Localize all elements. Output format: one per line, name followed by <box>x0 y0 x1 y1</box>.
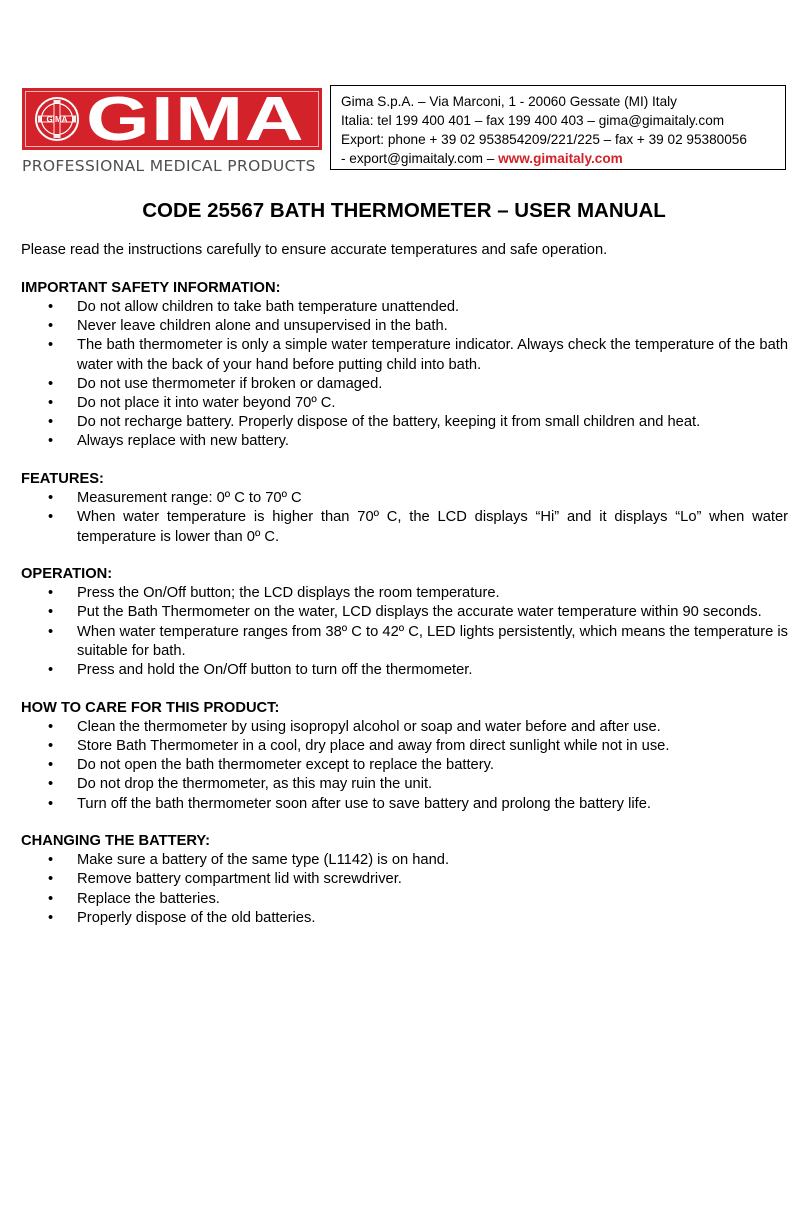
list-item-text: Do not drop the thermometer, as this may ruin the unit. <box>77 776 433 793</box>
list-item <box>21 508 788 546</box>
section-operation <box>21 565 788 680</box>
bullet-icon: • <box>48 718 54 735</box>
bullet-icon: • <box>48 776 54 793</box>
bullet-icon: • <box>48 414 54 431</box>
bullet-icon: • <box>48 737 54 754</box>
list-item <box>21 795 788 814</box>
bullet-icon: • <box>48 852 54 869</box>
contact-email-web <box>341 149 785 168</box>
website-link[interactable]: www.gimaitaly.com <box>498 151 623 166</box>
contact-address: Gima S.p.A. – Via Marconi, 1 - 20060 Gessate (MI) Italy <box>341 94 677 109</box>
seal-icon <box>34 96 80 142</box>
list-item-text: Do not allow children to take bath temperature unattended. <box>77 299 460 315</box>
list-item-text: Properly dispose of the old batteries. <box>77 909 316 926</box>
bullet-icon: • <box>48 795 54 812</box>
bullet-list <box>21 584 788 680</box>
list-item-text: Make sure a battery of the same type (L1142) is on hand. <box>77 852 450 869</box>
list-item <box>21 890 788 909</box>
list-item-text: Store Bath Thermometer in a cool, dry place and away from direct sunlight while not in use. <box>77 737 670 754</box>
list-item <box>21 737 788 756</box>
list-item <box>21 584 788 603</box>
bullet-icon: • <box>48 433 54 450</box>
bullet-icon: • <box>48 395 54 412</box>
list-item <box>21 375 788 394</box>
manual-sections <box>21 279 788 947</box>
bullet-icon: • <box>48 623 54 640</box>
section-features <box>21 470 788 547</box>
bullet-list <box>21 489 788 547</box>
list-item-text: Do not place it into water beyond 70º C. <box>77 395 336 412</box>
list-item <box>21 851 788 870</box>
contact-export: Export: phone + 39 02 953854209/221/225 – fax + 39 02 95380056 <box>341 132 747 147</box>
list-item <box>21 756 788 775</box>
list-item-text: Never leave children alone and unsupervised in the bath. <box>77 318 448 335</box>
gima-logo <box>22 85 324 180</box>
intro-paragraph: Please read the instructions carefully to ensure accurate temperatures and safe operation. <box>21 242 608 258</box>
contact-italy: Italia: tel 199 400 401 – fax 199 400 403 – gima@gimaitaly.com <box>341 113 725 128</box>
section-heading: HOW TO CARE FOR THIS PRODUCT: <box>21 699 280 716</box>
section-heading: FEATURES: <box>21 471 104 488</box>
list-item <box>21 489 788 508</box>
logo-red-banner <box>22 85 322 154</box>
logo-tagline: PROFESSIONAL MEDICAL PRODUCTS <box>22 157 316 175</box>
bullet-icon: • <box>48 509 54 526</box>
bullet-icon: • <box>48 337 54 354</box>
section-heading: OPERATION: <box>21 566 113 583</box>
bullet-icon: • <box>48 490 54 507</box>
bullet-icon: • <box>48 890 54 907</box>
list-item <box>21 336 788 374</box>
bullet-icon: • <box>48 585 54 602</box>
bullet-list <box>21 298 788 452</box>
list-item-text: When water temperature is higher than 70º C, the LCD displays “Hi” and it displays “Lo” when water temperature is lower than 0º C. <box>77 509 788 545</box>
section-heading: IMPORTANT SAFETY INFORMATION: <box>21 280 281 296</box>
bullet-icon: • <box>48 662 54 679</box>
list-item-text: Press the On/Off button; the LCD displays the room temperature. <box>77 585 500 602</box>
list-item <box>21 432 788 451</box>
list-item-text: Always replace with new battery. <box>77 433 289 450</box>
seal-label: GIMA <box>46 115 68 124</box>
section-important-safety-information <box>21 279 788 452</box>
list-item-text: Remove battery compartment lid with screwdriver. <box>77 871 402 888</box>
bullet-icon: • <box>48 909 54 926</box>
logo-wordmark: GIMA <box>86 85 305 154</box>
bullet-icon: • <box>48 871 54 888</box>
list-item <box>21 718 788 737</box>
bullet-icon: • <box>48 757 54 774</box>
list-item-text: The bath thermometer is only a simple water temperature indicator. Always check the temperature of the bath water with the back of your hand before putting child into bath. <box>77 337 788 373</box>
bullet-icon: • <box>48 375 54 392</box>
list-item-text: Replace the batteries. <box>77 890 220 907</box>
bullet-list <box>21 718 788 814</box>
list-item <box>21 661 788 680</box>
list-item-text: Put the Bath Thermometer on the water, LCD displays the accurate water temperature within 90 seconds. <box>77 604 762 621</box>
list-item-text: Clean the thermometer by using isopropyl alcohol or soap and water before and after use. <box>77 718 661 735</box>
section-how-to-care-for-this-product <box>21 699 788 814</box>
list-item <box>21 394 788 413</box>
list-item <box>21 298 788 317</box>
contact-export-email: - export@gimaitaly.com – <box>341 151 499 166</box>
list-item <box>21 603 788 622</box>
contact-box <box>330 85 786 170</box>
section-heading: CHANGING THE BATTERY: <box>21 833 211 850</box>
list-item-text: Measurement range: 0º C to 70º C <box>77 490 302 507</box>
section-changing-the-battery <box>21 832 788 928</box>
list-item-text: When water temperature ranges from 38º C to 42º C, LED lights persistently, which means the temperature is suitable for bath. <box>77 623 788 659</box>
bullet-icon: • <box>48 299 54 315</box>
list-item <box>21 775 788 794</box>
document-title: CODE 25567 BATH THERMOMETER – USER MANUAL <box>142 199 666 222</box>
bullet-list <box>21 851 788 928</box>
list-item-text: Do not recharge battery. Properly dispose of the battery, keeping it from small children and heat. <box>77 414 701 431</box>
list-item-text: Press and hold the On/Off button to turn off the thermometer. <box>77 662 473 679</box>
list-item <box>21 413 788 432</box>
list-item <box>21 909 788 928</box>
list-item <box>21 317 788 336</box>
list-item-text: Turn off the bath thermometer soon after use to save battery and prolong the battery life. <box>77 795 651 812</box>
list-item-text: Do not open the bath thermometer except to replace the battery. <box>77 757 494 774</box>
list-item <box>21 623 788 661</box>
list-item-text: Do not use thermometer if broken or damaged. <box>77 375 383 392</box>
bullet-icon: • <box>48 318 54 335</box>
list-item <box>21 870 788 889</box>
bullet-icon: • <box>48 604 54 621</box>
